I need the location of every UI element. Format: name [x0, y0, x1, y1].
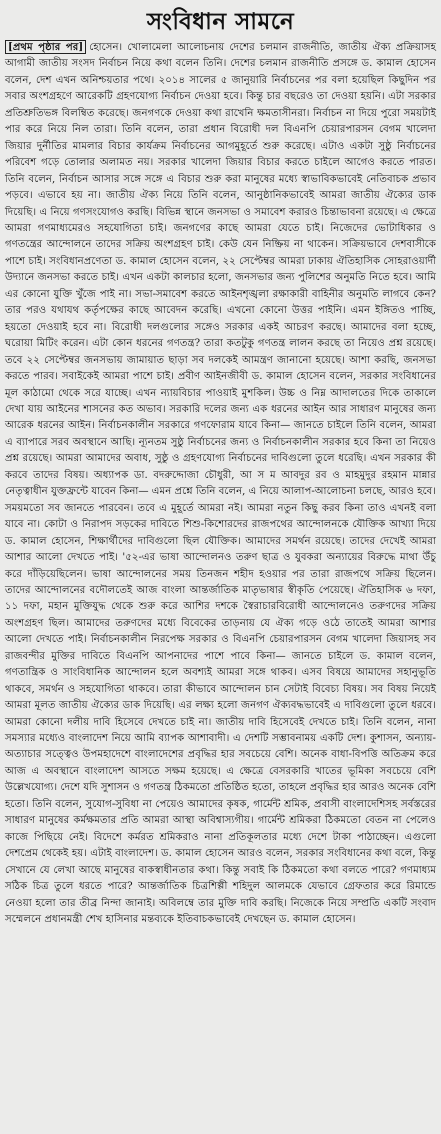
article-body-text: হোসেন। খোলামেলা আলোচনায় দেশের চলমান রাজনীতি, জাতীয় ঐক্য প্রক্রিয়াসহ আগামী জাতীয় সংসদ নির্বাচন নিয়ে কথা বলেন তিনি। দেশের চলমান রাজনীতি প্রসঙ্গে ড. কামাল হোসেন বলেন, দেশ এখন অনিশ্চয়তার পথে। ২০১৪ সালের ৫ জানুয়ারি নির্বাচনের পর বলা হয়েছিল কিছুদিন পর সবার অংশগ্রহণে আরেকটি গ্রহণযোগ্য নির্বাচন দেওয়া হবে। কিন্তু চার বছরেও তা দেওয়া হয়নি। এটা সরকার প্রতিশ্রুতিভঙ্গ বিলম্বিত করেছে। জনগণকে দেওয়া কথা রাখেনি ক্ষমতাসীনরা। নির্বাচন না দিয়ে পুরো সময়টাই পার করে নিয়ে নিল তারা। তিনি বলেন, তারা প্রধান বিরোধী দল বিএনপি চেয়ারপারসন বেগম খালেদা জিয়ার দুর্নীতির মামলার বিচার কার্যক্রম নির্বাচনের আগমুহূর্তে শুরু করেছে। এটাও একটা সুষ্ঠু নির্বাচনের পরিবেশ গড়ে তোলার অলামত নয়। সরকার খালেদা জিয়ার বিচার করতে চাইলে আগেও করতে পারত। তিনি বলেন, নির্বাচন আসার সঙ্গে সঙ্গে এ বিচার শুরু করা মানুষের মধ্যে স্বাভাবিকভাবেই নেতিবাচক প্রভাব পড়বে। এভাবে হয় না। জাতীয় ঐক্য নিয়ে তিনি বলেন, আনুষ্ঠানিকভাবেই আমরা জাতীয় ঐক্যের ডাক দিয়েছি। এ নিয়ে গণসংযোগও করছি। বিভিন্ন স্থানে জনসভা ও সমাবেশ করারও চিন্তাভাবনা রয়েছে। এ ক্ষেত্রে আমরা গণমাধ্যমেরও সহযোগিতা চাই। জনগণের কাছে আমরা যেতে চাই। নিজেদের ভোটাধিকার ও গণতন্ত্রের আন্দোলনে তাদের সক্রিয় অংশগ্রহণ চাই। কেউ যেন নিষ্ক্রিয় না থাকেন। সক্রিয়ভাবে দেশবাসীকে পাশে চাই। সংবিধানপ্রণেতা ড. কামাল হোসেন বলেন, ২২ সেপ্টেম্বর আমরা ঢাকায় ঐতিহাসিক সোহরাওয়ার্দী উদ্যানে জনসভা করতে চাই। এখন একটা কালচার হলো, জনসভার জন্য পুলিশের অনুমতি নিতে হবে। আমি এর কোনো যুক্তি খুঁজে পাই না। সভা-সমাবেশ করতে আইনশৃঙ্খলা রক্ষাকারী বাহিনীর অনুমতি লাগবে কেন? তার পরও যথাযথ কর্তৃপক্ষের কাছে আবেদন করেছি। এখনো কোনো উত্তর পাইনি। এমন ইঙ্গিতও পাচ্ছি, হয়তো দেওয়াই হবে না। বিরোধী দলগুলোর সঙ্গেও সরকার একই আচরণ করছে। আমাদের বলা হচ্ছে, ঘরোয়া মিটিং করেন। এটা কোন ধরনের গণতন্ত্র? তারা কতটুকু গণতন্ত্র লালন করছে তা নিয়েও প্রশ্ন রয়েছে। তবে ২২ সেপ্টেম্বর জনসভায় জামায়াত ছাড়া সব দলকেই আমন্ত্রণ জানানো হয়েছে। আশা করছি, জনসভা করতে পারব। সবাইকেই আমরা পাশে চাই। প্রবীণ আইনজীবী ড. কামাল হোসেন বলেন, সরকার সংবিধানের মূল কাঠামো থেকে সরে যাচ্ছে। এখন ন্যায়বিচার পাওয়াই মুশকিল। উচ্চ ও নিম্ন আদালতের দিকে তাকালে দেখা যায় আইনের শাসনের কত অভাব। সরকারি দলের জন্য এক ধরনের আইন আর সাধারণ মানুষের জন্য আরেক ধরনের আইন। নির্বাচনকালীন সরকারে গণফোরাম যাবে কিনা— জানতে চাইলে তিনি বলেন, আমরা এ ব্যাপারে সরব অবস্থানে আছি। ন্যূনতম সুষ্ঠু নির্বাচনের জন্য ও নির্বাচনকালীন সরকার হবে কিনা তা নিয়েও প্রশ্ন রয়েছে। আমরা আমাদের অবাধ, সুষ্ঠু ও গ্রহণযোগ্য নির্বাচনের দাবিগুলো তুলে ধরেছি। এখন সরকার কী করবে তাদের বিষয়। অধ্যাপক ডা. বদরুদ্দোজা চৌধুরী, আ স ম আবদুর রব ও মাহমুদুর রহমান মান্নার নেতৃত্বাধীন যুক্তফ্রন্টে যাবেন কিনা— এমন প্রশ্নে তিনি বলেন, এ নিয়ে আলাপ-আলোচনা চলছে, আরও হবে। সময়মতো সব জানতে পারবেন। তবে এ মুহূর্তে আমরা নই। আমরা নতুন কিছু করব কিনা তাও এখনই বলা যাবে না। কোটা ও নিরাপদ সড়কের দাবিতে শিশু-কিশোরদের রাজপথের আন্দোলনকে যৌক্তিক আখ্যা দিয়ে ড. কামাল হোসেন, শিক্ষার্থীদের দাবিগুলো ছিল যৌক্তিক। আমাদের সমর্থন রয়েছে। তাদের দেখেই আমরা আশার আলো দেখতে পাই। '৫২-এর ভাষা আন্দোলনও তরুণ ছাত্র ও যুবকরা অন্যায়ের বিরুদ্ধে মাথা উঁচু করে দাঁড়িয়েছিলেন। ভাষা আন্দোলনের সময় তিনজন শহীদ হওয়ার পর তারা রাজপথে সক্রিয় ছিলেন। তাদের আন্দোলনের বদৌলতেই আজ বাংলা আন্তর্জাতিক মাতৃভাষার স্বীকৃতি পেয়েছে। ঐতিহাসিক ৬ দফা, ১১ দফা, মহান মুক্তিযুদ্ধ থেকে শুরু করে আশির দশকে স্বৈরাচারবিরোধী আন্দোলনেও তরুণদের সক্রিয় অংশগ্রহণ ছিল। আমাদের তরুণদের মধ্যে বিবেকের তাড়নায় যে ঐক্য গড়ে ওঠে তাতেই আমরা আশার আলো দেখতে পাই। নির্বাচনকালীন নিরপেক্ষ সরকার ও বিএনপি চেয়ারপারসন বেগম খালেদা জিয়াসহ সব রাজবন্দীর মুক্তির দাবিতে বিএনপি আপনাদের পাশে পাবে কিনা— জানতে চাইলে ড. কামাল বলেন, গণতান্ত্রিক ও সাংবিধানিক আন্দোলন হলে অবশ্যই আমরা সঙ্গে থাকব। এসব বিষয়ে আমাদের সহানুভূতি থাকবে, সমর্থন ও সহযোগিতা থাকবে। তারা কীভাবে আন্দোলন চান সেটাই বিবেচ্য বিষয়। সব বিষয় নিয়েই আমরা মূলত জাতীয় ঐক্যের ডাক দিয়েছি। এর লক্ষ্য হলো জনগণ ঐক্যবদ্ধভাবেই এ দাবিগুলো তুলে ধরবে। আমরা কোনো দলীয় দাবি হিসেবে দেখতে চাই না। জাতীয় দাবি হিসেবেই দেখতে চাই। তিনি বলেন, নানা সমস্যার মধ্যেও বাংলাদেশ নিয়ে আমি ব্যাপক আশাবাদী। এ দেশটি সম্ভাবনাময় একটি দেশ। কুশাসন, অন্যায়-অত্যাচার সত্ত্বেও উপমহাদেশে বাংলাদেশের প্রবৃদ্ধির হার সবচেয়ে বেশি। অনেক বাধা-বিপত্তি অতিক্রম করে আজ এ অবস্থানে বাংলাদেশ আসতে সক্ষম হয়েছে। এ ক্ষেত্রে বেসরকারি খাতের ভূমিকা সবচেয়ে বেশি উল্লেখযোগ্য। দেশে যদি সুশাসন ও গণতন্ত্র ঠিকমতো প্রতিষ্ঠিত হতো, তাহলে প্রবৃদ্ধির হার আরও অনেক বেশি হতো। তিনি বলেন, সুযোগ-সুবিধা না পেয়েও আমাদের কৃষক, গার্মেন্ট শ্রমিক, প্রবাসী বাংলাদেশিসহ সর্বস্তরের সাধারণ মানুষের কর্মক্ষমতার প্রতি আমরা আস্থা অবিশ্বাস্যগীয়। গার্মেন্ট শ্রমিকরা ঠিকমতো বেতন না পেলেও কাজে পিছিয়ে নেই। বিদেশে কর্মরত শ্রমিকরাও নানা প্রতিকূলতার মধ্যে দেশে টাকা পাঠাচ্ছেন। এগুলো দেশপ্রেম থেকেই হয়। এটাই বাংলাদেশ। ড. কামাল হোসেন আরও বলেন, সরকার সংবিধানের কথা বলে, কিন্তু সেখানে যে লেখা আছে মানুষের বাকস্বাধীনতার কথা। কিন্তু সবাই কি ঠিকমতো কথা বলতে পারে? গণমাধ্যম সঠিক চিত্র তুলে ধরতে পারে? আন্তর্জাতিক চিত্রশিল্পী শহিদুল আলমকে যেভাবে গ্রেফতার করে রিমান্ডে নেওয়া হলো তার তীব্র নিন্দা জানাই। অবিলম্বে তার মুক্তি দাবি করছি। নিজেকে নিয়ে সম্প্রতি একটি সংবাদ সম্মেলনে প্রধানমন্ত্রী শেখ হাসিনার মন্তব্যকে ইতিবাচকভাবেই দেখছেন ড. কামাল হোসেন। — [5, 42, 436, 926]
continuation-label: [প্রথম পৃষ্ঠার পর] — [5, 40, 86, 54]
article-body — [5, 39, 436, 928]
article-headline: সংবিধান সামনে — [146, 8, 295, 35]
